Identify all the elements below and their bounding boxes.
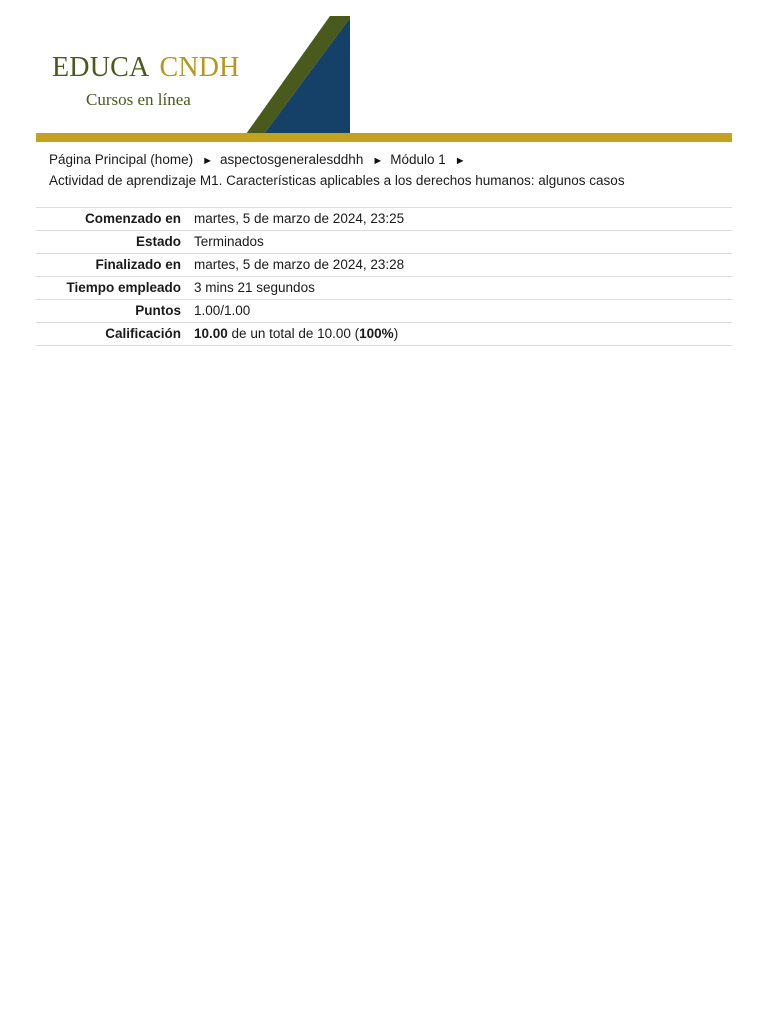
summary-value: Terminados (194, 234, 264, 249)
breadcrumb-separator-icon: ► (202, 155, 213, 167)
breadcrumb (49, 150, 729, 191)
summary-value: 1.00/1.00 (194, 303, 251, 318)
summary-value: martes, 5 de marzo de 2024, 23:28 (194, 257, 405, 272)
breadcrumb-activity-link[interactable]: Actividad de aprendizaje M1. Características aplicables a los derechos humanos: algunos casos (49, 173, 625, 188)
summary-label: Puntos (135, 303, 181, 318)
summary-row-started (36, 208, 732, 231)
summary-row-grade (36, 323, 732, 346)
logo-title-cndh: CNDH (159, 52, 240, 83)
breadcrumb-line-2 (49, 171, 729, 191)
summary-row-state (36, 231, 732, 254)
summary-row-completed (36, 254, 732, 277)
summary-value: martes, 5 de marzo de 2024, 23:25 (194, 211, 405, 226)
logo-subtitle: Cursos en línea (86, 90, 191, 109)
site-header (36, 0, 732, 142)
grade-percent: 100% (359, 326, 394, 341)
breadcrumb-home-link[interactable]: Página Principal (home) (49, 152, 194, 167)
summary-label: Comenzado en (84, 211, 181, 226)
grade-score: 10.00 (194, 326, 228, 341)
breadcrumb-course-link[interactable]: aspectosgeneralesddhh (219, 152, 364, 167)
summary-grade-value (188, 323, 732, 346)
summary-row-time-taken (36, 277, 732, 300)
summary-row-marks (36, 300, 732, 323)
grade-middle-text: de un total de 10.00 ( (227, 326, 360, 341)
grade-end-text: ) (393, 326, 399, 341)
summary-label: Tiempo empleado (66, 280, 181, 295)
breadcrumb-separator-icon: ► (372, 155, 384, 167)
summary-label: Finalizado en (95, 257, 181, 272)
summary-label: Calificación (105, 326, 181, 341)
logo-graphic (246, 16, 350, 134)
logo-title[interactable] (52, 52, 240, 84)
logo-title-educa: EDUCA (52, 52, 150, 83)
attempt-summary-table (36, 207, 732, 346)
breadcrumb-separator-icon: ► (454, 155, 466, 167)
breadcrumb-module-link[interactable]: Módulo 1 (390, 152, 446, 167)
header-gold-bar (36, 133, 732, 142)
breadcrumb-line-1 (49, 150, 729, 171)
summary-value: 3 mins 21 segundos (194, 280, 315, 295)
summary-label: Estado (135, 234, 181, 249)
